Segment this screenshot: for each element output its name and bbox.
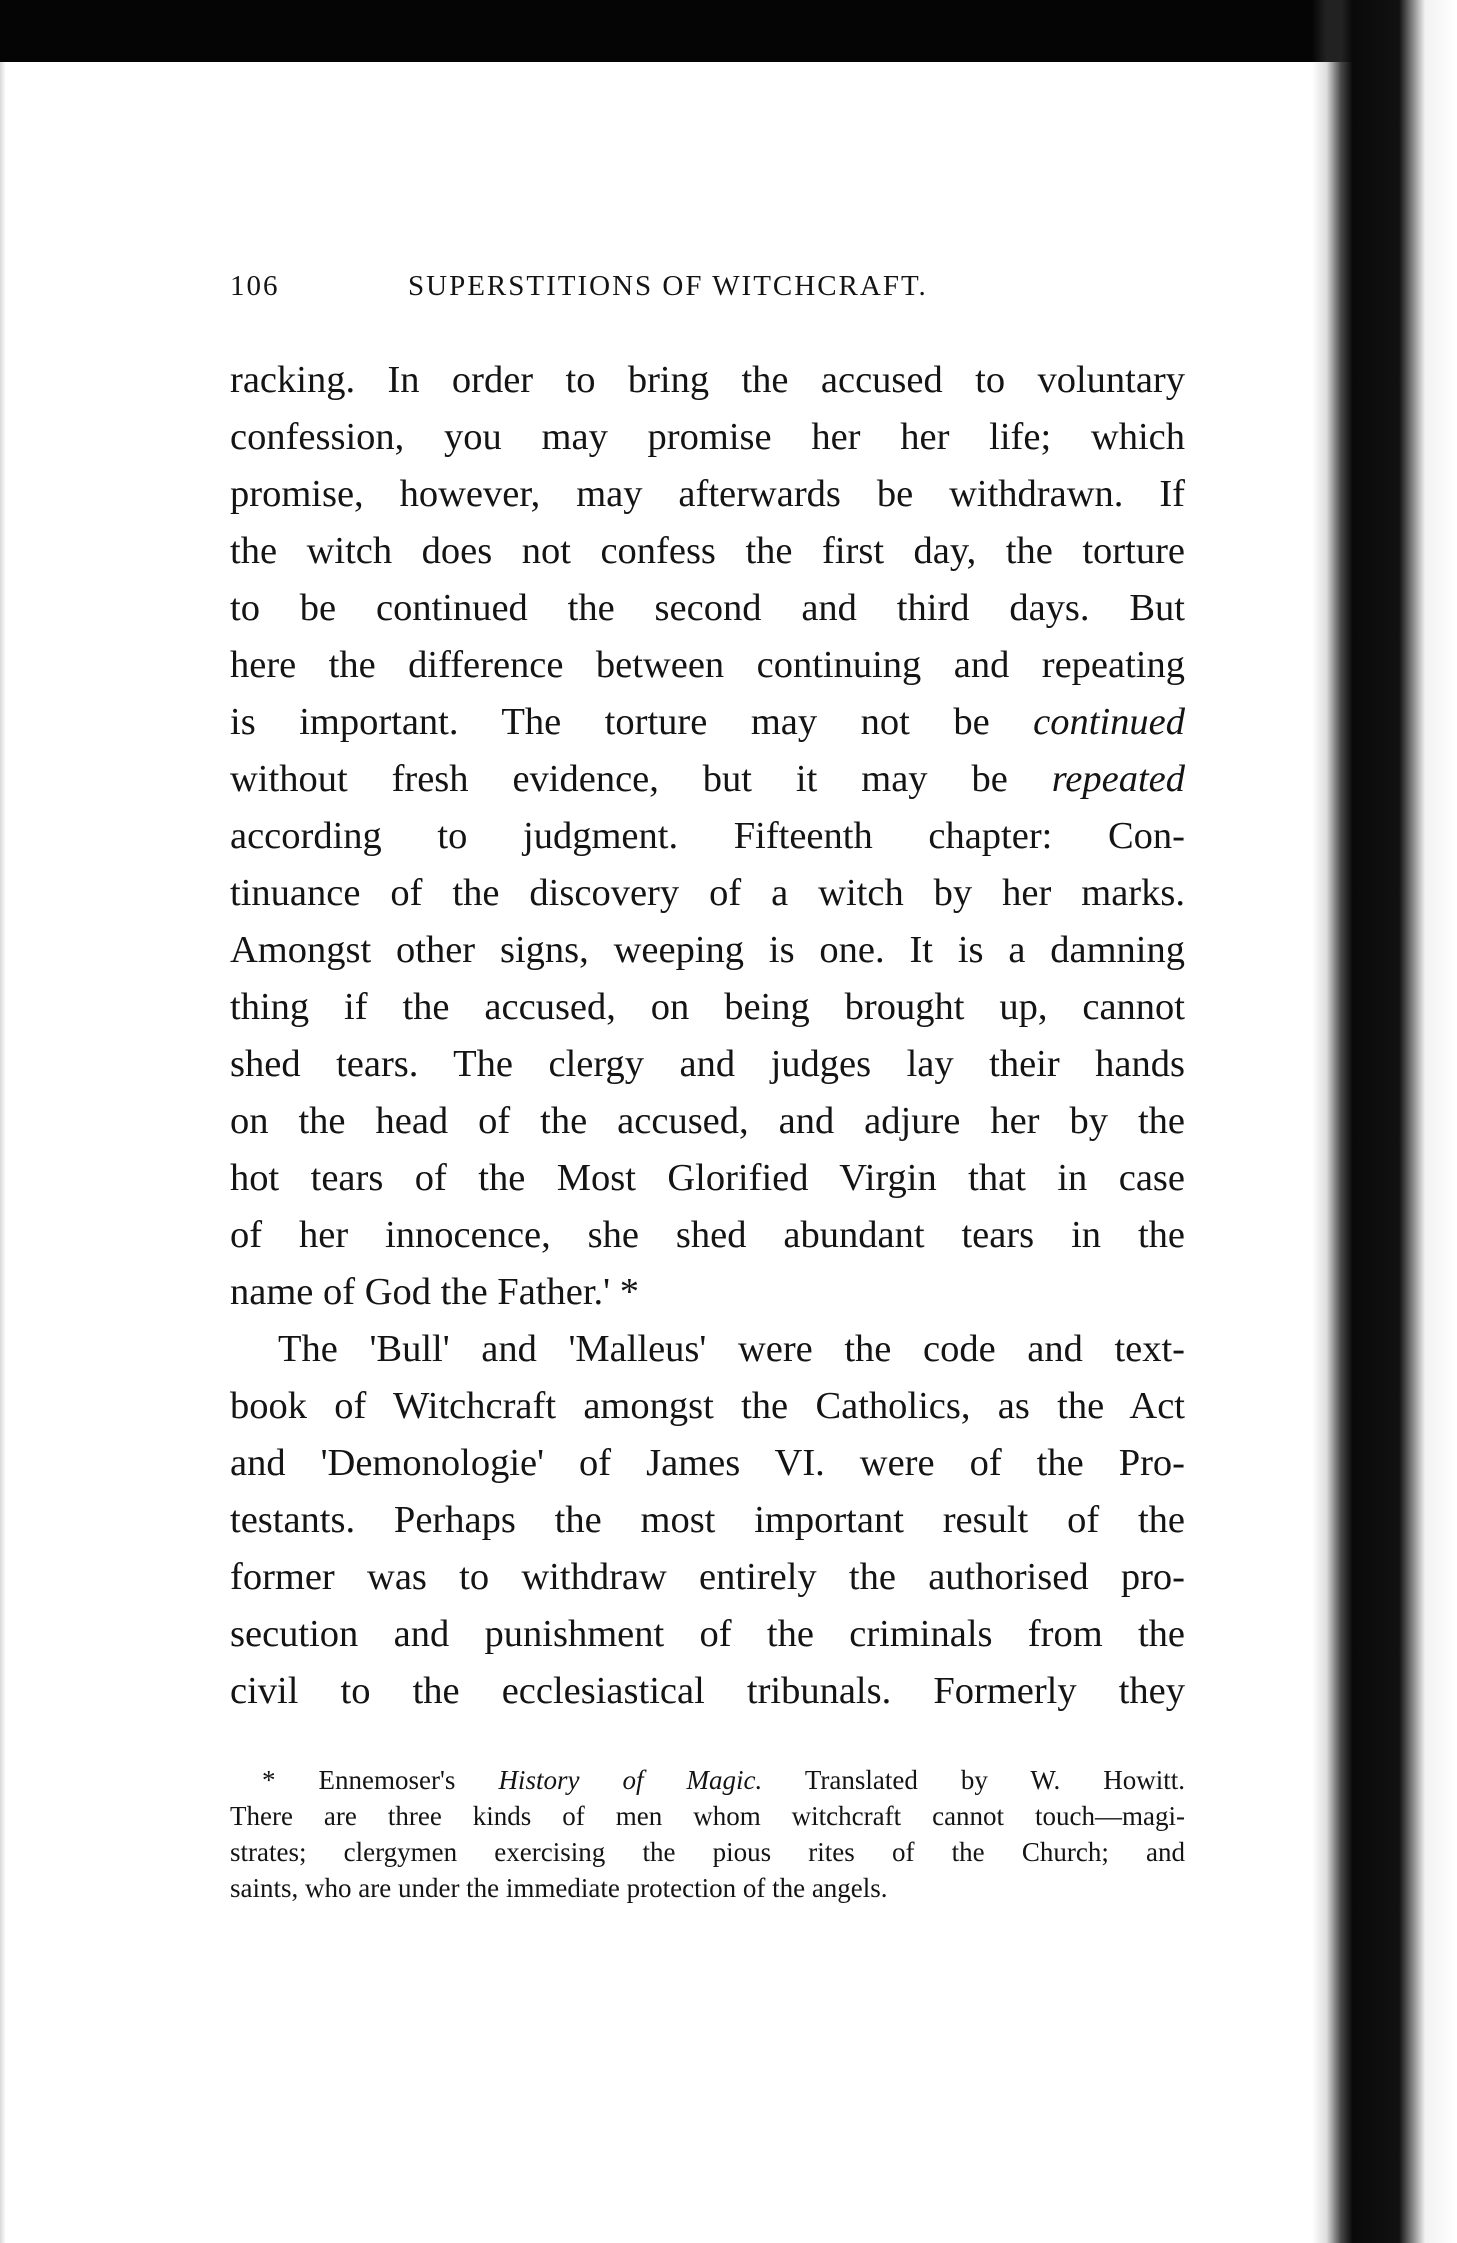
text-line: according to judgment. Fifteenth chapter: Con- [230, 815, 1185, 857]
text-line: book of Witchcraft amongst the Catholics, as the Act [230, 1385, 1185, 1427]
footnote-book-title: History of Magic. [498, 1765, 763, 1795]
text-line: to be continued the second and third days. But [230, 587, 1185, 629]
footnote-marker-text: * Ennemoser's [262, 1765, 499, 1795]
footnote-line [230, 1762, 1185, 1798]
text-line: promise, however, may afterwards be withdrawn. If [230, 473, 1185, 515]
text-line: and 'Demonologie' of James VI. were of the Pro- [230, 1442, 1185, 1484]
text-segment: is important. The torture may not be [230, 701, 1034, 743]
body-text [230, 352, 1185, 1720]
scan-left-edge [0, 62, 6, 2243]
page-number: 106 [230, 270, 280, 302]
book-page [230, 270, 1190, 1906]
scan-binding-shadow [1312, 0, 1457, 2243]
text-line: tinuance of the discovery of a witch by her marks. [230, 872, 1185, 914]
footnote-line: saints, who are under the immediate protection of the angels. [230, 1873, 888, 1903]
text-line: secution and punishment of the criminals from the [230, 1613, 1185, 1655]
text-line: testants. Perhaps the most important result of the [230, 1499, 1185, 1541]
text-line: the witch does not confess the first day, the torture [230, 530, 1185, 572]
footnote [230, 1762, 1185, 1906]
text-line: racking. In order to bring the accused to voluntary [230, 359, 1185, 401]
footnote-line: strates; clergymen exercising the pious rites of the Church; and [230, 1837, 1185, 1867]
footnote-text-segment: Translated by W. Howitt. [762, 1765, 1185, 1795]
running-title: SUPERSTITIONS OF WITCHCRAFT. [408, 270, 928, 302]
text-line: hot tears of the Most Glorified Virgin that in case [230, 1157, 1185, 1199]
text-line: shed tears. The clergy and judges lay their hands [230, 1043, 1185, 1085]
text-segment: without fresh evidence, but it may be [230, 758, 1052, 800]
italic-word-continued: continued [1033, 701, 1185, 743]
text-line [230, 694, 1185, 751]
running-head [230, 270, 1190, 320]
text-line: former was to withdraw entirely the authorised pro- [230, 1556, 1185, 1598]
text-line: Amongst other signs, weeping is one. It is a damning [230, 929, 1185, 971]
text-line: confession, you may promise her her life; which [230, 416, 1185, 458]
text-line: civil to the ecclesiastical tribunals. Formerly they [230, 1670, 1185, 1712]
text-line: name of God the Father.' * [230, 1271, 639, 1313]
text-line: here the difference between continuing and repeating [230, 644, 1185, 686]
text-line [230, 751, 1185, 808]
scan-top-border [0, 0, 1457, 62]
paragraph-start-line: The 'Bull' and 'Malleus' were the code and text- [278, 1328, 1185, 1370]
italic-word-repeated: repeated [1051, 758, 1185, 800]
text-line: thing if the accused, on being brought up, cannot [230, 986, 1185, 1028]
footnote-line: There are three kinds of men whom witchcraft cannot touch—magi- [230, 1801, 1185, 1831]
text-line: of her innocence, she shed abundant tears in the [230, 1214, 1185, 1256]
text-line: on the head of the accused, and adjure her by the [230, 1100, 1185, 1142]
